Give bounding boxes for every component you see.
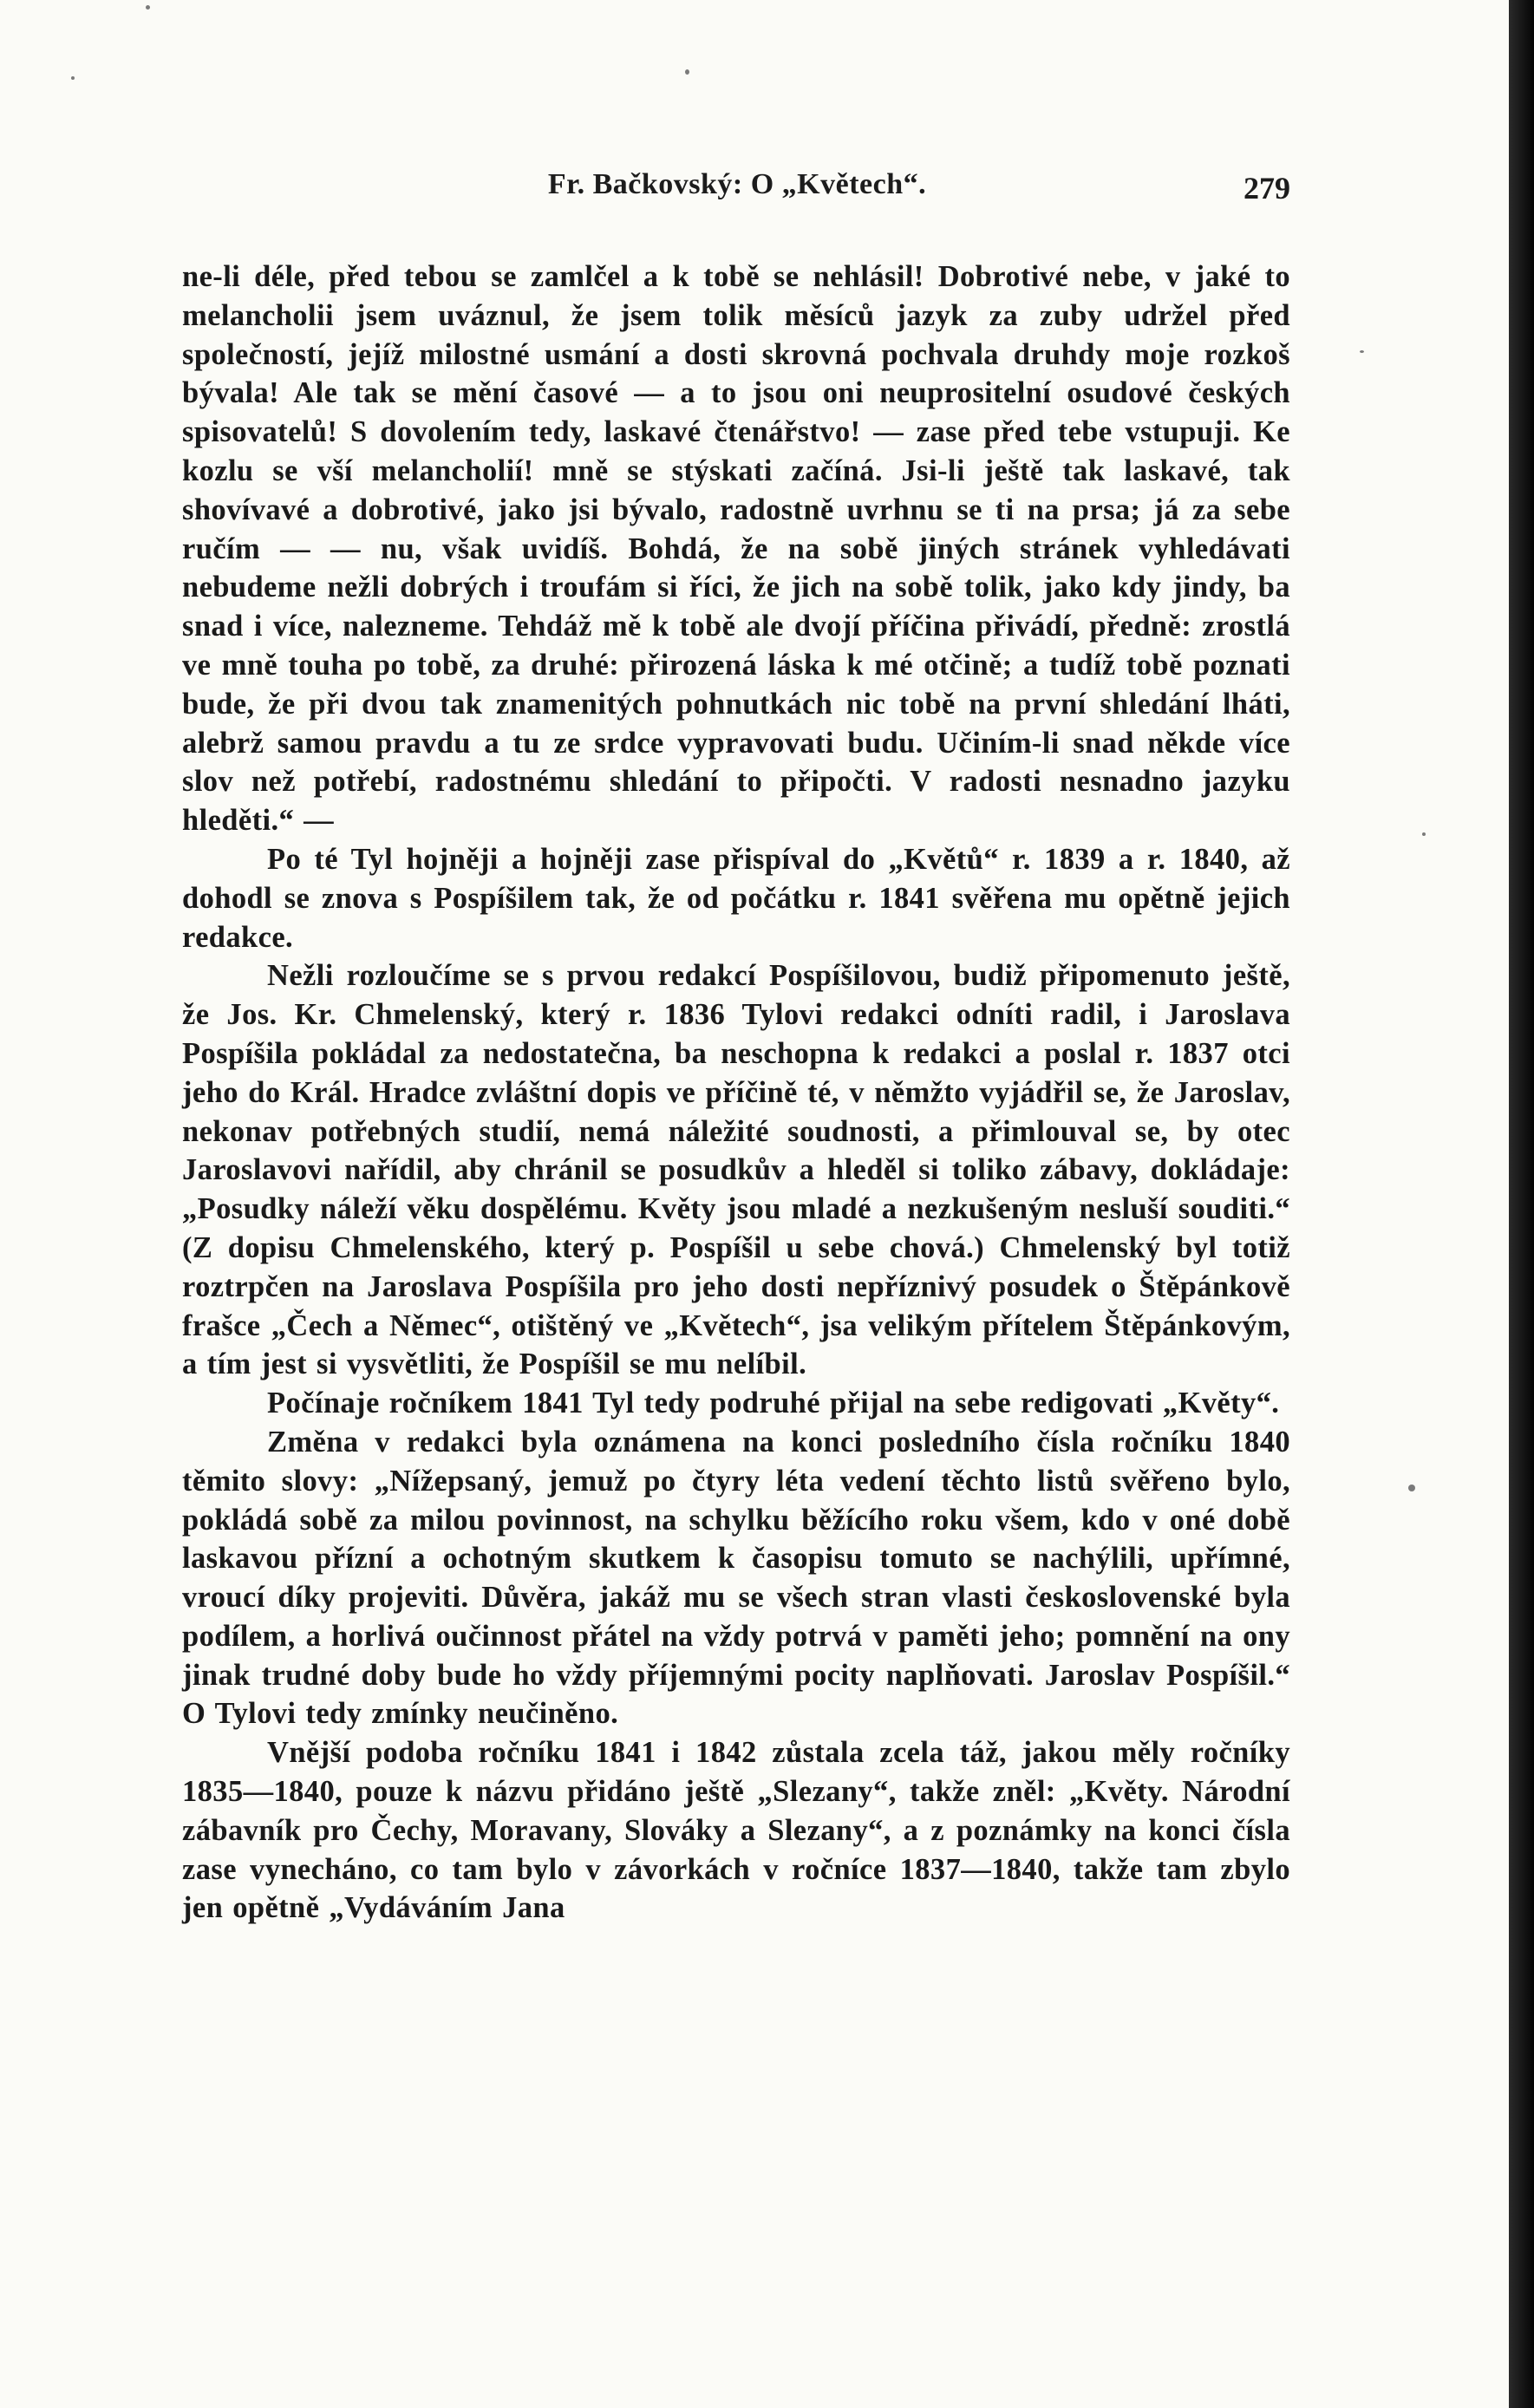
body-text	[182, 258, 1290, 1928]
page-number: 279	[1244, 171, 1290, 206]
print-speck	[71, 76, 75, 80]
paragraph: Změna v redakci byla oznámena na konci posledního čísla ročníku 1840 těmito slovy: „Nížepsaný, jemuž po čtyry léta vedení těchto listů svěřeno bylo, pokládá sobě za milou povinnost, na schylku běžícího roku všem, kdo v oné době laskavou přízní a ochotným skutkem k časopisu tomuto se nachýlili, upřímné, vroucí díky projeviti. Důvěra, jakáž mu se všech stran vlasti československé byla podílem, a horlivá oučinnost přátel na vždy potrvá v paměti jeho; pomnění na ony jinak trudné doby bude ho vždy příjemnými pocity naplňovati. Jaroslav Pospíšil.“ O Tylovi tedy zmínky neučiněno.	[182, 1425, 1290, 1731]
paragraph: Vnější podoba ročníku 1841 i 1842 zůstala zcela táž, jakou měly ročníky 1835—1840, pouze k názvu přidáno ještě „Slezany“, takže zněl: „Květy. Národní zábavník pro Čechy, Moravany, Slováky a Slezany“, a z poznámky na konci čísla zase vynecháno, co tam bylo v závorkách v ročníce 1837—1840, takže tam zbylo jen opětně „Vydáváním Jana	[182, 1736, 1290, 1925]
print-speck	[1408, 1485, 1415, 1491]
paragraph: Po té Tyl hojněji a hojněji zase přispíval do „Květů“ r. 1839 a r. 1840, až dohodl se znova s Pospíšilem tak, že od počátku r. 1841 svěřena mu opětně jejich redakce.	[182, 842, 1290, 954]
paragraph: Nežli rozloučíme se s prvou redakcí Pospíšilovou, budiž připomenuto ještě, že Jos. Kr. Chmelenský, který r. 1836 Tylovi redakci odníti radil, i Jaroslava Pospíšila pokládal za nedostatečna, ba neschopna k redakci a poslal r. 1837 otci jeho do Král. Hradce zvláštní dopis ve příčině té, v němžto vyjádřil se, že Jaroslav, nekonav potřebných studií, nemá náležité soudnosti, a přimlouval se, by otec Jaroslavovi nařídil, aby chránil se posudkův a hleděl si toliko zábavy, dokládaje: „Posudky náleží věku dospělému. Květy jsou mladé a nezkušeným nesluší souditi.“ (Z dopisu Chmelenského, který p. Pospíšil u sebe chová.) Chmelenský byl totiž roztrpčen na Jaroslava Pospíšila pro jeho dosti nepříznivý posudek o Štěpánkově frašce „Čech a Němec“, otištěný ve „Květech“, jsa velikým přítelem Štěpánkovým, a tím jest si vysvětliti, že Pospíšil se mu nelíbil.	[182, 959, 1290, 1381]
paragraph: ne-li déle, před tebou se zamlčel a k tobě se nehlásil! Dobrotivé nebe, v jaké to melancholii jsem uváznul, že jsem tolik měsíců jazyk za zuby udržel před společností, jejíž milostné usmání a dosti skrovná pochvala druhdy moje rozkoš bývala! Ale tak se mění časové — a to jsou oni neuprositelní osudové českých spisovatelů! S dovolením tedy, laskavé čtenářstvo! — zase před tebe vstupuji. Ke kozlu se vší melancholií! mně se stýskati začíná. Jsi-li ještě tak laskavé, tak shovívavé a dobrotivé, jako jsi bývalo, radostně uvrhnu se ti na prsa; já za sebe ručím — — nu, však uvidíš. Bohdá, že na sobě jiných stránek vyhledávati nebudeme nežli dobrých i troufám si říci, že jich na sobě tolik, jako kdy jindy, ba snad i více, nalezneme. Tehdáž mě k tobě ale dvojí příčina přivádí, předně: zrostlá ve mně touha po tobě, za druhé: přirozená láska k mé otčině; a tudíž tobě poznati bude, že při dvou tak znamenitých pohnutkách nic tobě na první shledání lháti, alebrž samou pravdu a tu ze srdce vypravovati budu. Učiním-li snad někde více slov než potřebí, radostnému shledání to připočti. V radosti nesnadno jazyku hleděti.“ —	[182, 260, 1290, 838]
print-speck	[685, 69, 689, 75]
print-speck	[146, 5, 150, 10]
print-speck	[1360, 350, 1364, 353]
print-speck	[1422, 832, 1426, 836]
running-title: Fr. Bačkovský: O „Květech“.	[547, 168, 927, 200]
running-header	[184, 168, 1290, 217]
scan-edge	[1509, 0, 1534, 2408]
paragraph: Počínaje ročníkem 1841 Tyl tedy podruhé přijal na sebe redigovati „Květy“.	[267, 1387, 1280, 1420]
